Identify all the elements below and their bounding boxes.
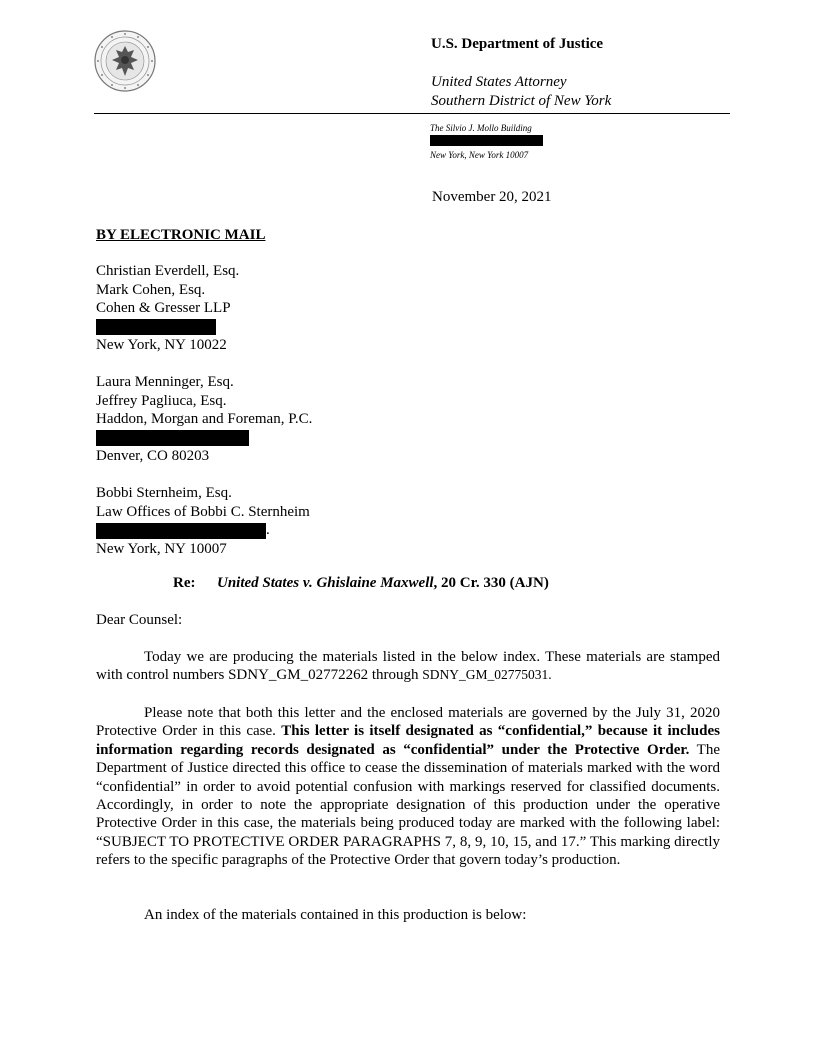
control-number-end: SDNY_GM_02775031. (422, 667, 552, 683)
office-line-1: United States Attorney (431, 74, 567, 90)
recipient-name: Mark Cohen, Esq. (96, 281, 206, 298)
redaction-bar (96, 319, 216, 335)
recipient-block-1 (96, 262, 239, 355)
body-paragraph-3 (96, 906, 720, 924)
letterhead-rule (94, 113, 730, 114)
body-paragraph-2 (96, 704, 720, 870)
paragraph-text: The Department of Justice directed this office to cease the dissemination of materials marked with the word “confidential” in order to avoid potential confusion with markings reserved for classified documents. Accordingly, in order to note the appropriate designation of this production under the operative Protective Order in this case, the materials being produced today are marked with the following label: “SUBJECT TO PROTECTIVE ORDER PARAGRAPHS 7, 8, 9, 10, 15, and 17.” This marking directly refers to the specific paragraphs of the Protective Order that govern today’s production. (96, 741, 720, 869)
delivery-method: BY ELECTRONIC MAIL (96, 227, 266, 243)
office-name (431, 73, 611, 111)
recipient-name: Jeffrey Pagliuca, Esq. (96, 392, 227, 409)
case-number: , 20 Cr. 330 (AJN) (433, 575, 549, 591)
paragraph-text: Please note that both this letter and the enclosed materials are governed by the July 31, 2020 Protective Order in this case. (96, 705, 720, 740)
office-line-2: Southern District of New York (431, 93, 612, 109)
body-paragraph-1 (96, 648, 720, 685)
redaction-bar (430, 135, 543, 146)
case-name: United States v. Ghislaine Maxwell (217, 575, 434, 591)
department-name: U.S. Department of Justice (431, 36, 604, 52)
paragraph-text: Today we are producing the materials listed in the below index. These materials are stamped with control numbers SDNY_GM_02772262 through (96, 649, 720, 684)
re-line (173, 575, 549, 592)
recipient-block-3: Bobbi Sternheim, Esq. Law Offices of Bobbi C. Sternheim . New York, NY 10007 (96, 485, 310, 557)
office-address (430, 122, 543, 161)
doj-seal-icon (94, 30, 156, 92)
recipient-name: Christian Everdell, Esq. (96, 263, 240, 279)
recipient-firm: Haddon, Morgan and Foreman, P.C. (96, 411, 313, 427)
letter-date: November 20, 2021 (432, 189, 552, 205)
recipient-city: New York, NY 10007 (96, 540, 227, 557)
recipient-name: Laura Menninger, Esq. (96, 374, 234, 390)
redaction-bar (96, 523, 266, 539)
salutation: Dear Counsel: (96, 612, 183, 628)
recipient-firm: Law Offices of Bobbi C. Sternheim (96, 503, 310, 520)
office-city: New York, New York 10007 (430, 150, 529, 160)
paragraph-text: An index of the materials contained in this production is below: (144, 907, 527, 923)
building-name: The Silvio J. Mollo Building (430, 123, 532, 133)
recipient-city: Denver, CO 80203 (96, 448, 210, 464)
confidentiality-notice: This letter is itself designated as “confidential,” because it includes information regarding records designated as “confidential” under the Protective Order. (96, 723, 720, 758)
recipient-name: Bobbi Sternheim, Esq. (96, 485, 232, 501)
recipient-city: New York, NY 10022 (96, 337, 227, 353)
redaction-bar (96, 430, 249, 446)
recipient-block-2 (96, 373, 312, 466)
re-label: Re: (173, 575, 196, 591)
recipient-firm: Cohen & Gresser LLP (96, 300, 231, 316)
